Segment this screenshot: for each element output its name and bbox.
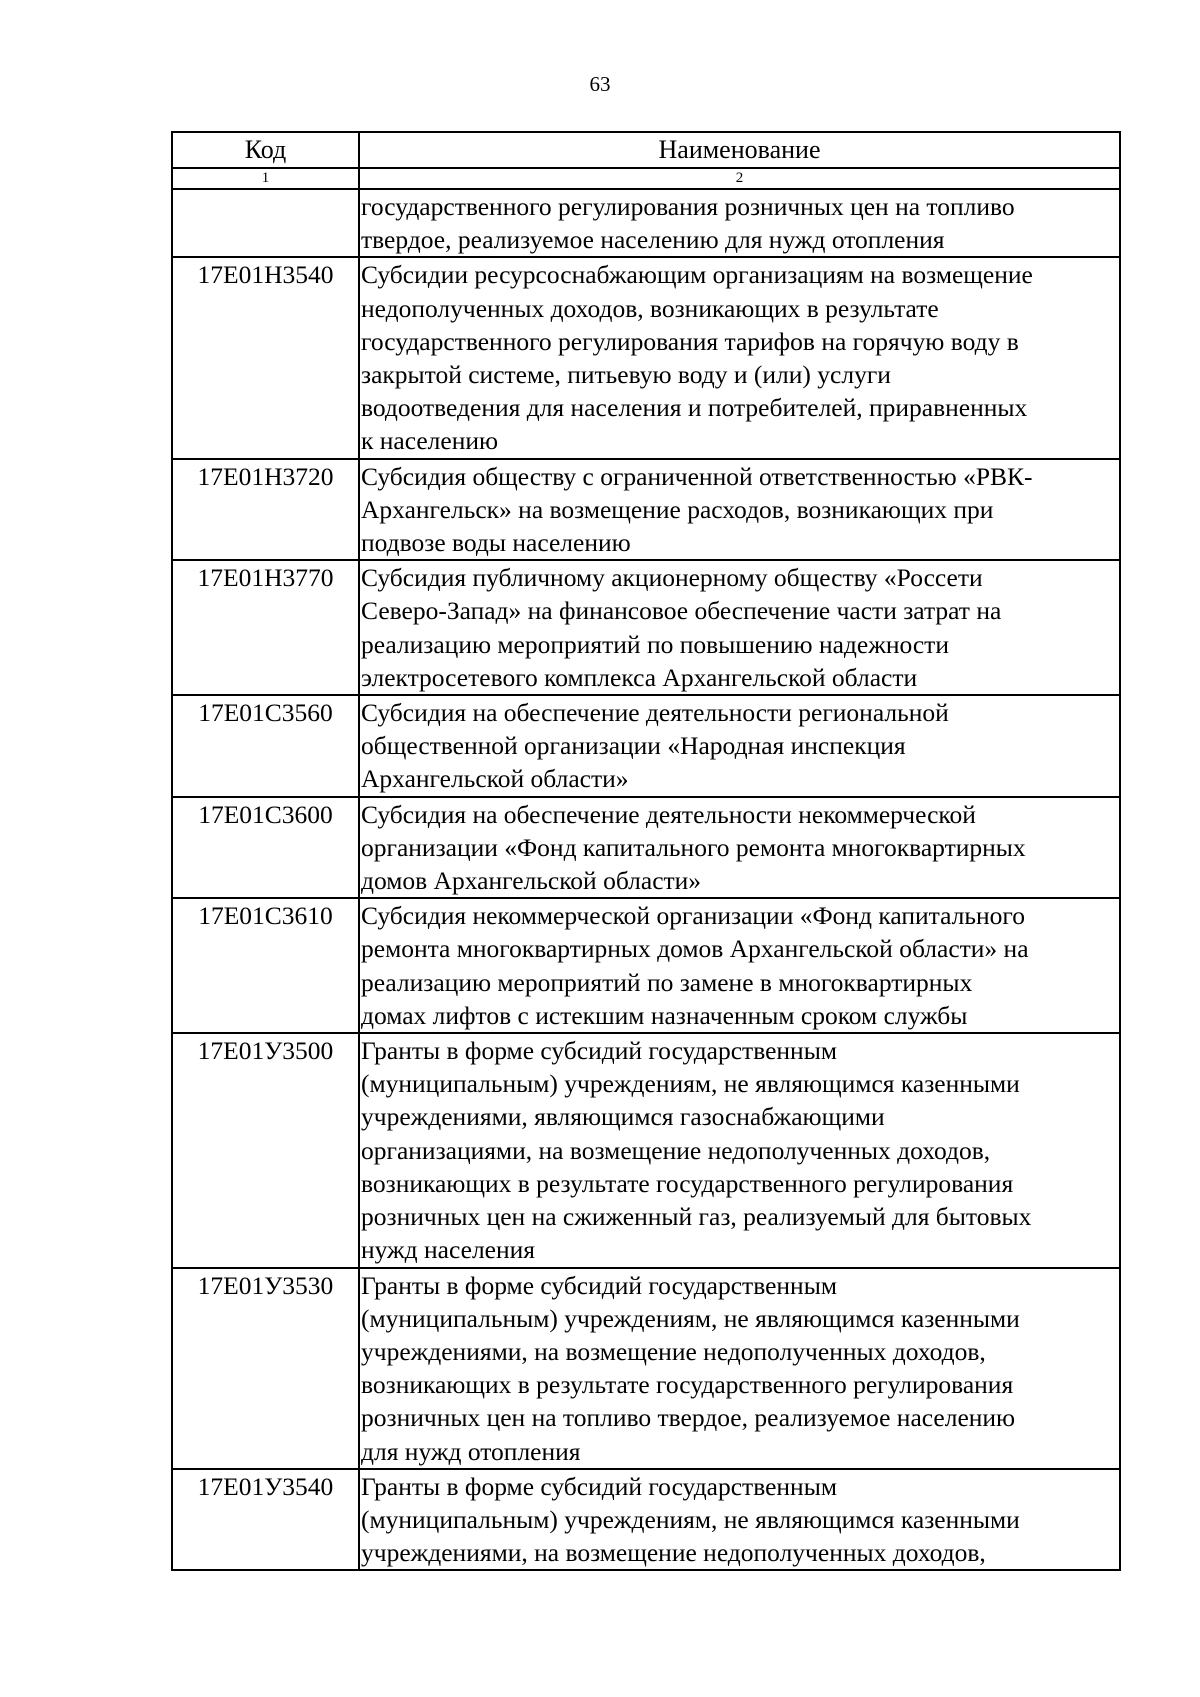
table-row [172, 189, 1120, 257]
name-line: государственного регулирования тарифов на горячую воду в [361, 326, 1019, 356]
table-row [172, 257, 1120, 458]
name-line: твердое, реализуемое населению для нужд отопления [361, 225, 945, 255]
code-cell: 17Е01С3610 [172, 898, 359, 1033]
name-cell [359, 1469, 1120, 1571]
name-line: учреждениями, являющимся газоснабжающими [361, 1102, 885, 1132]
budget-classification-table [171, 131, 1121, 1571]
code-cell: 17Е01У3530 [172, 1268, 359, 1469]
page-number: 63 [589, 72, 611, 96]
name-line: организации «Фонд капитального ремонта многоквартирных [361, 832, 1026, 862]
table-row [172, 560, 1120, 695]
name-line: (муниципальным) учреждениям, не являющимся казенными [361, 1069, 1020, 1099]
name-cell [359, 1033, 1120, 1267]
name-line: общественной организации «Народная инспекция [361, 731, 906, 761]
name-column-number: 2 [359, 168, 1120, 189]
name-line: государственного регулирования розничных цен на топливо [361, 192, 1015, 221]
code-cell: 17Е01Н3720 [172, 459, 359, 561]
name-line: возникающих в результате государственного регулирования [361, 1370, 1014, 1400]
name-line: Субсидия на обеспечение деятельности некоммерческой [361, 799, 976, 829]
name-line: подвозе воды населению [361, 528, 631, 558]
code-cell: 17Е01У3500 [172, 1033, 359, 1267]
name-line: ремонта многоквартирных домов Архангельской области» на [361, 934, 1029, 964]
code-cell [172, 189, 359, 257]
name-line: домов Архангельской области» [361, 866, 702, 896]
name-line: Архангельск» на возмещение расходов, возникающих при [361, 494, 994, 524]
name-cell [359, 695, 1120, 797]
name-line: Субсидия некоммерческой организации «Фонд капитального [361, 901, 1025, 931]
name-line: домах лифтов с истекшим назначенным сроком службы [361, 1000, 968, 1030]
column-number-row [172, 168, 1120, 189]
code-cell: 17Е01С3560 [172, 695, 359, 797]
code-cell: 17Е01Н3770 [172, 560, 359, 695]
name-line: к населению [361, 426, 499, 456]
name-line: Субсидия публичному акционерному обществу «Россети [361, 563, 983, 593]
name-cell [359, 189, 1120, 257]
name-line: Субсидия обществу с ограниченной ответственностью «РВК- [361, 461, 1033, 491]
code-column-header: Код [172, 132, 359, 168]
name-line: розничных цен на сжиженный газ, реализуемый для бытовых [361, 1202, 1032, 1232]
name-line: Северо-Запад» на финансовое обеспечение части затрат на [361, 596, 1002, 626]
name-line: нужд населения [361, 1235, 536, 1265]
name-cell [359, 257, 1120, 458]
name-column-header: Наименование [359, 132, 1120, 168]
name-line: розничных цен на топливо твердое, реализуемое населению [361, 1403, 1016, 1433]
table-body [172, 189, 1120, 1570]
name-line: Гранты в форме субсидий государственным [361, 1471, 837, 1501]
name-line: Архангельской области» [361, 764, 629, 794]
table-row [172, 1268, 1120, 1469]
name-cell [359, 560, 1120, 695]
table-row [172, 1469, 1120, 1571]
name-line: Гранты в форме субсидий государственным [361, 1036, 837, 1066]
name-line: организациями, на возмещение недополученных доходов, [361, 1135, 991, 1165]
code-cell: 17Е01У3540 [172, 1469, 359, 1571]
name-cell [359, 898, 1120, 1033]
code-column-number: 1 [172, 168, 359, 189]
table-row [172, 695, 1120, 797]
name-line: учреждениями, на возмещение недополученных доходов, [361, 1538, 986, 1568]
table-row [172, 797, 1120, 899]
name-line: Гранты в форме субсидий государственным [361, 1270, 837, 1300]
code-cell: 17Е01Н3540 [172, 257, 359, 458]
table-row [172, 459, 1120, 561]
name-line: реализацию мероприятий по замене в многоквартирных [361, 967, 973, 997]
name-line: (муниципальным) учреждениям, не являющимся казенными [361, 1504, 1020, 1534]
table-row [172, 1033, 1120, 1267]
name-line: (муниципальным) учреждениям, не являющимся казенными [361, 1303, 1020, 1333]
table-header-row [172, 132, 1120, 168]
name-line: учреждениями, на возмещение недополученных доходов, [361, 1336, 986, 1366]
name-line: закрытой системе, питьевую воду и (или) услуги [361, 360, 891, 390]
name-line: Субсидии ресурсоснабжающим организациям на возмещение [361, 260, 1033, 290]
name-cell [359, 797, 1120, 899]
name-line: водоотведения для населения и потребителей, приравненных [361, 393, 1028, 423]
name-line: Субсидия на обеспечение деятельности региональной [361, 698, 949, 728]
name-line: реализацию мероприятий по повышению надежности [361, 629, 949, 659]
name-cell [359, 459, 1120, 561]
table-row [172, 898, 1120, 1033]
name-line: недополученных доходов, возникающих в результате [361, 293, 939, 323]
code-cell: 17Е01С3600 [172, 797, 359, 899]
name-cell [359, 1268, 1120, 1469]
name-line: возникающих в результате государственного регулирования [361, 1168, 1014, 1198]
name-line: электросетевого комплекса Архангельской области [361, 662, 918, 692]
name-line: для нужд отопления [361, 1436, 581, 1466]
